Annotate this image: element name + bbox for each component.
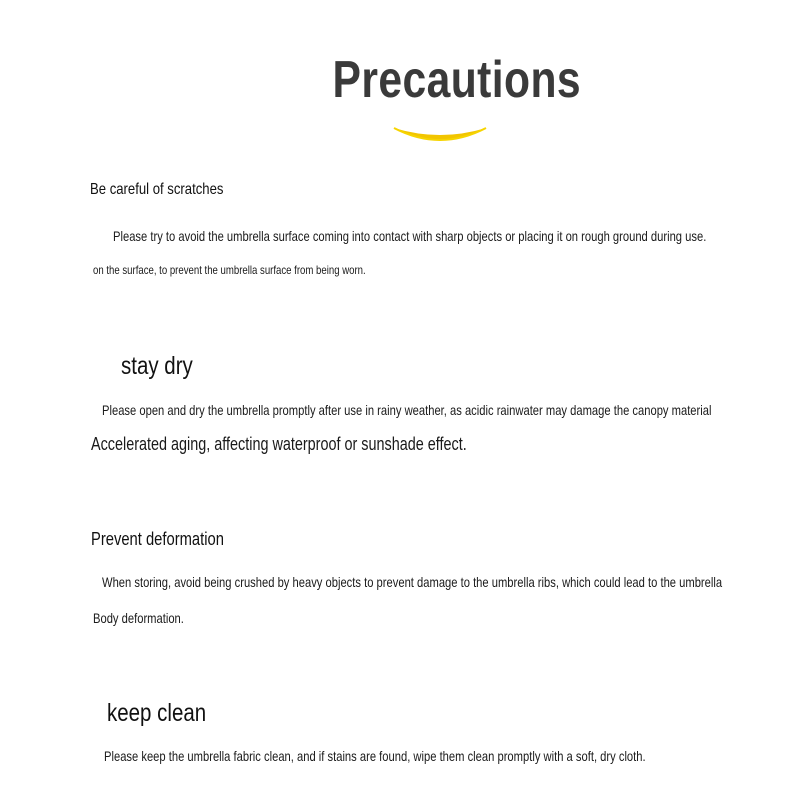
section-heading-deformation: Prevent deformation (91, 529, 224, 549)
section-text-scratches-line-2: on the surface, to prevent the umbrella surface from being worn. (93, 263, 366, 277)
section-text-deformation-line-1: When storing, avoid being crushed by heavy objects to prevent damage to the umbrella ribs, which could lead to the umbrella (102, 574, 723, 590)
section-text-deformation-line-2: Body deformation. (93, 610, 184, 626)
section-text-stay-dry-line-1: Please open and dry the umbrella promptly after use in rainy weather, as acidic rainwater may damage the canopy material (102, 402, 712, 418)
section-heading-stay-dry: stay dry (121, 352, 193, 380)
page-title: Precautions (332, 51, 582, 109)
section-text-keep-clean-line-1: Please keep the umbrella fabric clean, and if stains are found, wipe them clean promptly with a soft, dry cloth. (104, 748, 646, 764)
smile-underline-icon (390, 122, 490, 146)
section-text-scratches-line-1: Please try to avoid the umbrella surface coming into contact with sharp objects or placing it on rough ground during use. (113, 228, 707, 244)
section-heading-keep-clean: keep clean (107, 699, 207, 727)
section-text-stay-dry-line-2: Accelerated aging, affecting waterproof or sunshade effect. (91, 434, 467, 454)
section-heading-scratches: Be careful of scratches (90, 181, 224, 198)
